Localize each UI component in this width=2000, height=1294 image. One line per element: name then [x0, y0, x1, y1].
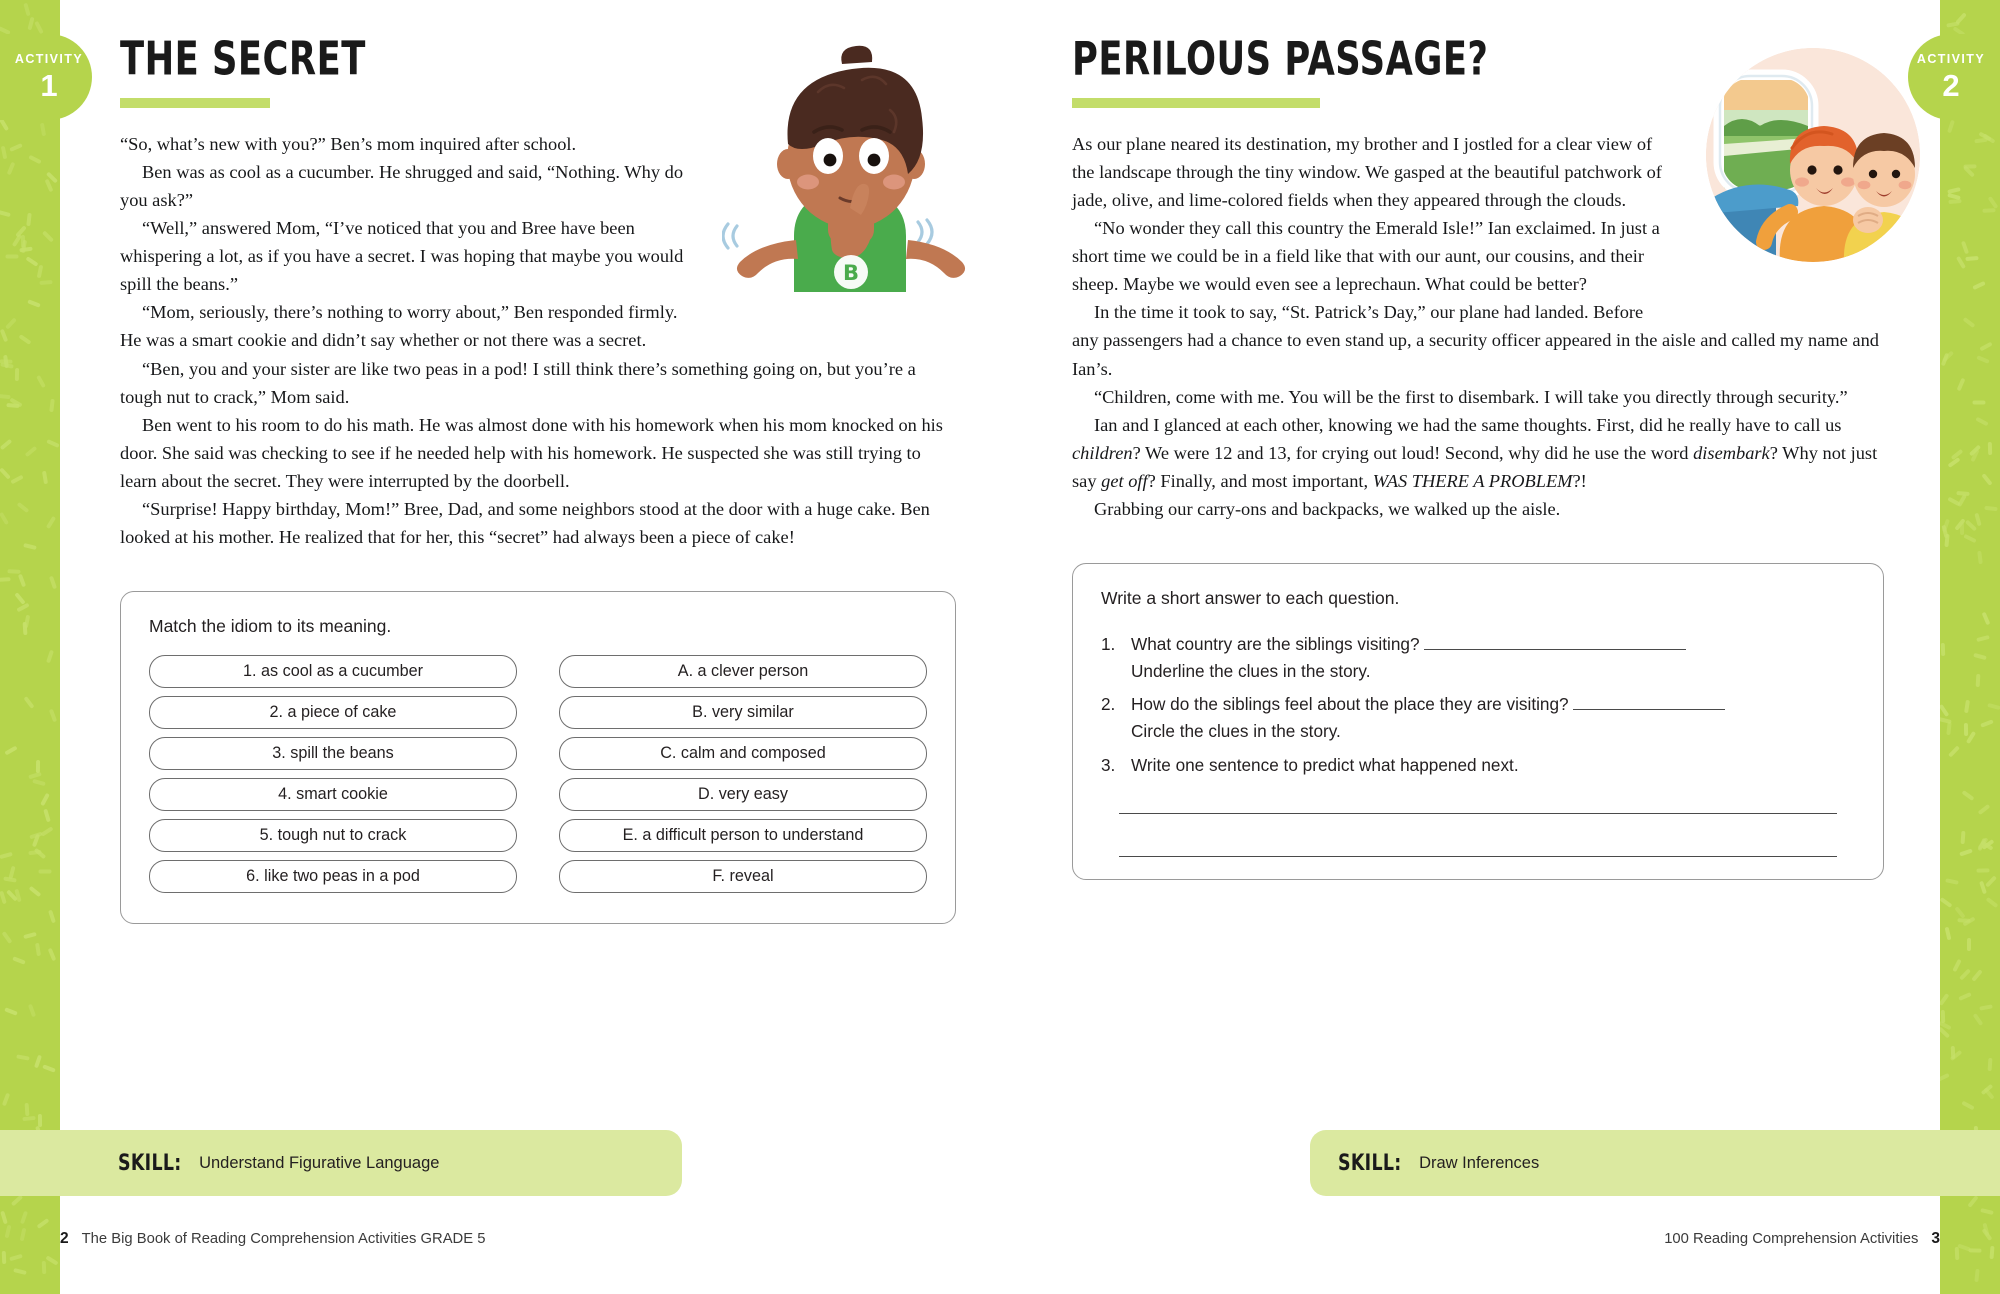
band-speckle — [24, 3, 31, 17]
band-speckle — [1977, 356, 1991, 365]
answer-write-line[interactable] — [1119, 856, 1837, 857]
band-speckle — [1974, 137, 1987, 143]
band-speckle — [48, 948, 57, 962]
band-speckle — [38, 1114, 42, 1127]
answer-blank[interactable] — [1573, 709, 1725, 710]
left-page — [60, 0, 1000, 1294]
band-speckle — [5, 746, 18, 756]
question-list — [1101, 631, 1855, 779]
band-speckle — [1960, 522, 1964, 535]
activity-badge-2-word: ACTIVITY — [1916, 51, 1986, 66]
right-footer-text: 100 Reading Comprehension Activities — [1664, 1231, 1919, 1247]
band-speckle — [41, 1261, 46, 1274]
band-speckle — [1955, 1247, 1960, 1260]
band-speckle — [29, 886, 42, 897]
band-speckle — [0, 328, 8, 342]
band-speckle — [36, 760, 40, 773]
band-speckle — [1963, 533, 1976, 542]
band-speckle — [1971, 970, 1982, 983]
question-number: 3. — [1101, 754, 1116, 775]
band-speckle — [17, 1054, 31, 1060]
right-skill-bar — [1310, 1130, 2000, 1196]
band-speckle — [28, 1004, 36, 1018]
band-speckle — [1973, 1013, 1984, 1026]
band-speckle — [1985, 875, 1997, 887]
idiom-column — [149, 655, 517, 893]
band-speckle — [28, 300, 42, 309]
band-speckle — [1967, 938, 1971, 951]
band-speckle — [28, 771, 42, 779]
question-number: 1. — [1101, 633, 1116, 654]
right-story-paragraph: In the time it took to say, “St. Patrick’s Day,” our plane had landed. Before any passengers had a chance to even stand up, a security officer appeared in the aisle and called my name and Ian’s. — [1072, 302, 1879, 379]
band-speckle — [1940, 897, 1952, 908]
question-subtext: Underline the clues in the story. — [1131, 661, 1371, 682]
band-speckle — [46, 1255, 59, 1265]
band-speckle — [1940, 704, 1949, 717]
band-speckle — [49, 575, 57, 589]
left-story-paragraph: “Well,” answered Mom, “I’ve noticed that you and Bree have been whispering a lot, as if you have a secret. I was hoping that maybe you would spill the beans.” — [120, 218, 684, 295]
idiom-item[interactable]: 4. smart cookie — [149, 778, 517, 811]
band-speckle — [1940, 1073, 1950, 1082]
band-speckle — [40, 123, 46, 136]
band-speckle — [9, 1254, 23, 1261]
band-speckle — [34, 1054, 42, 1068]
band-speckle — [1976, 674, 1981, 687]
band-speckle — [1974, 513, 1981, 527]
right-story-paragraph: “Children, come with me. You will be the first to disembark. I will take you directly through security.” — [1094, 386, 1848, 407]
right-decorative-band — [1940, 0, 2000, 1294]
idiom-item[interactable]: 1. as cool as a cucumber — [149, 655, 517, 688]
band-speckle — [35, 943, 41, 956]
band-speckle — [39, 280, 52, 285]
band-speckle — [1981, 473, 1992, 486]
band-speckle — [1961, 831, 1966, 844]
band-speckle — [32, 779, 46, 786]
question-text: Write one sentence to predict what happened next. — [1131, 754, 1519, 775]
question-body — [1131, 631, 1855, 685]
right-story-paragraph: As our plane neared its destination, my brother and I jostled for a clear view of the landscape through the tiny window. We gasped at the beautiful patchwork of jade, olive, and lime-colored fields when they appeared through the clouds. — [1072, 134, 1662, 211]
idiom-matching-exercise — [120, 591, 956, 924]
band-speckle — [1964, 700, 1970, 713]
band-speckle — [1945, 927, 1952, 941]
band-speckle — [37, 1218, 50, 1229]
meaning-column — [559, 655, 927, 893]
band-speckle — [24, 696, 35, 709]
band-speckle — [28, 154, 41, 163]
meaning-item[interactable]: C. calm and composed — [559, 737, 927, 770]
band-speckle — [43, 808, 51, 822]
band-speckle — [1972, 281, 1985, 290]
band-speckle — [1984, 506, 1997, 511]
band-speckle — [1981, 1208, 1995, 1215]
left-story-paragraph: Ben went to his room to do his math. He was almost done with his homework when his mom knocked on his door. She said was checking to see if he needed help with his homework. He suspected she was still trying to learn about the secret. They were interrupted by the doorbell. — [120, 414, 943, 491]
band-speckle — [1941, 643, 1945, 656]
band-speckle — [1968, 1195, 1979, 1208]
meaning-item[interactable]: D. very easy — [559, 778, 927, 811]
band-speckle — [42, 231, 54, 243]
band-speckle — [37, 264, 44, 278]
band-speckle — [7, 569, 20, 574]
band-speckle — [36, 375, 46, 388]
band-speckle — [2, 931, 13, 944]
band-speckle — [1987, 196, 1998, 209]
band-speckle — [1982, 208, 1995, 213]
band-speckle — [1977, 868, 1990, 872]
right-skill-label: SKILL: — [1338, 1150, 1402, 1176]
band-speckle — [1974, 653, 1988, 660]
band-speckle — [42, 471, 48, 484]
question-subtext: Circle the clues in the story. — [1131, 721, 1341, 742]
question-text: How do the siblings feel about the place they are visiting? — [1131, 694, 1569, 715]
left-story-paragraph: “Mom, seriously, there’s nothing to worry about,” Ben responded firmly. He was a smart cookie and didn’t say whether or not there was a secret. — [120, 302, 678, 351]
band-speckle — [0, 467, 11, 479]
band-speckle — [1959, 848, 1973, 856]
right-footer — [1664, 1230, 1940, 1248]
question-body — [1131, 752, 1855, 779]
band-speckle — [20, 247, 33, 253]
left-skill-text: Understand Figurative Language — [199, 1153, 440, 1172]
band-speckle — [1957, 378, 1966, 392]
left-story-paragraph: “Surprise! Happy birthday, Mom!” Bree, Dad, and some neighbors stood at the door with a huge cake. Ben looked at his mother. He realized that for her, this “secret” had always been a piece of cake! — [120, 498, 930, 547]
band-speckle — [25, 256, 38, 267]
band-speckle — [1976, 417, 1989, 427]
question-item — [1101, 631, 1855, 685]
left-title-underline — [120, 98, 270, 108]
right-title-underline — [1072, 98, 1320, 108]
activity-badge-2 — [1908, 34, 2000, 120]
band-speckle — [26, 213, 31, 226]
idiom-exercise-prompt: Match the idiom to its meaning. — [149, 615, 392, 636]
right-page — [1000, 0, 1940, 1294]
band-speckle — [20, 1228, 27, 1242]
band-speckle — [1976, 635, 1990, 642]
band-speckle — [1986, 897, 1999, 908]
band-speckle — [15, 368, 19, 381]
band-speckle — [1946, 721, 1951, 734]
right-story-paragraph: “No wonder they call this country the Emerald Isle!” Ian exclaimed. In just a short time we could be in a field like that with our aunt, our cousins, and their sheep. Maybe we would even see a leprechaun. What could be better? — [1072, 218, 1660, 295]
short-answer-prompt: Write a short answer to each question. — [1101, 587, 1400, 608]
band-speckle — [48, 909, 56, 923]
band-speckle — [1948, 745, 1960, 757]
band-speckle — [1, 1251, 6, 1264]
band-speckle — [39, 870, 52, 874]
band-speckle — [5, 1008, 19, 1016]
left-story-paragraph: “So, what’s new with you?” Ben’s mom inquired after school. — [120, 134, 577, 154]
two-page-spread — [60, 0, 1940, 1294]
band-speckle — [18, 574, 26, 588]
band-speckle — [18, 335, 31, 346]
band-speckle — [20, 1211, 28, 1225]
svg-text:B: B — [842, 261, 860, 285]
band-speckle — [1980, 719, 1994, 727]
band-speckle — [1988, 442, 1992, 455]
idiom-item[interactable]: 3. spill the beans — [149, 737, 517, 770]
band-speckle — [0, 890, 6, 904]
band-speckle — [11, 1195, 23, 1207]
band-speckle — [7, 161, 16, 175]
band-speckle — [1972, 401, 1985, 405]
band-speckle — [1940, 993, 1949, 1006]
meaning-item[interactable]: B. very similar — [559, 696, 927, 729]
band-speckle — [1982, 1223, 1989, 1237]
activity-badge-1-number: 1 — [40, 68, 58, 104]
band-speckle — [0, 512, 9, 525]
band-speckle — [1955, 906, 1966, 919]
band-speckle — [1977, 550, 1983, 563]
question-item — [1101, 691, 1855, 745]
band-speckle — [1959, 969, 1971, 981]
band-speckle — [1961, 241, 1969, 255]
band-speckle — [1940, 1010, 1945, 1023]
band-speckle — [1948, 457, 1961, 468]
band-speckle — [1959, 993, 1973, 1002]
band-speckle — [5, 317, 17, 329]
right-skill-text: Draw Inferences — [1419, 1153, 1540, 1172]
band-speckle — [23, 932, 37, 939]
band-speckle — [1947, 120, 1955, 134]
band-speckle — [1965, 256, 1978, 261]
question-item — [1101, 752, 1855, 779]
band-speckle — [7, 402, 20, 407]
band-speckle — [1977, 804, 1990, 815]
left-page-number: 2 — [60, 1230, 69, 1247]
idiom-item[interactable]: 2. a piece of cake — [149, 696, 517, 729]
short-answer-exercise — [1072, 563, 1884, 880]
left-story-paragraph: Ben was as cool as a cucumber. He shrugged and said, “Nothing. Why do you ask?” — [120, 162, 684, 211]
band-speckle — [46, 516, 56, 529]
left-footer-text: The Big Book of Reading Comprehension Activities GRADE 5 — [81, 1231, 486, 1247]
band-speckle — [46, 650, 54, 664]
band-speckle — [1963, 317, 1976, 328]
band-speckle — [24, 446, 37, 457]
siblings-airplane-window-illustration — [1706, 48, 1920, 262]
band-speckle — [49, 399, 54, 412]
left-story-paragraph: “Ben, you and your sister are like two peas in a pod! I still think there’s something going on, but you’re a tough nut to crack,” Mom said. — [120, 358, 916, 407]
band-speckle — [13, 956, 27, 965]
band-speckle — [46, 439, 60, 448]
band-speckle — [1961, 1101, 1974, 1111]
meaning-item[interactable]: A. a clever person — [559, 655, 927, 688]
band-speckle — [1980, 342, 1993, 352]
right-story-paragraph: Ian and I glanced at each other, knowing we had the same thoughts. First, did he really have to call us children? We were 12 and 13, for crying out loud! Second, why did he use the word disembark? Why not just say get off? Finally, and most important, WAS THERE A PROBLEM?! — [1072, 414, 1878, 491]
band-speckle — [1975, 1269, 1980, 1282]
right-page-number: 3 — [1931, 1230, 1940, 1247]
left-skill-bar — [0, 1130, 682, 1196]
band-speckle — [43, 1064, 57, 1072]
band-speckle — [34, 21, 44, 34]
question-number: 2. — [1101, 694, 1116, 715]
band-speckle — [1942, 519, 1950, 533]
band-speckle — [16, 502, 29, 513]
band-speckle — [1945, 878, 1959, 885]
band-speckle — [1958, 1244, 1972, 1252]
band-speckle — [0, 394, 11, 399]
band-speckle — [11, 475, 24, 485]
answer-blank[interactable] — [1424, 649, 1686, 650]
band-speckle — [1979, 1004, 1993, 1010]
left-decorative-band — [0, 0, 60, 1294]
band-speckle — [25, 1102, 30, 1115]
left-skill-label: SKILL: — [118, 1150, 182, 1176]
activity-badge-1-word: ACTIVITY — [14, 51, 84, 66]
answer-write-line[interactable] — [1119, 813, 1837, 814]
band-speckle — [1945, 534, 1950, 547]
band-speckle — [17, 603, 30, 613]
right-story-paragraph: Grabbing our carry-ons and backpacks, we walked up the aisle. — [1094, 498, 1561, 519]
band-speckle — [2, 1093, 10, 1107]
activity-badge-2-number: 2 — [1942, 68, 1960, 104]
band-speckle — [0, 577, 11, 582]
meaning-item[interactable]: F. reveal — [559, 860, 927, 893]
right-page-title: PERILOUS PASSAGE? — [1072, 31, 1489, 86]
band-speckle — [49, 709, 57, 723]
band-speckle — [23, 543, 37, 550]
band-speckle — [1947, 192, 1961, 199]
band-speckle — [1, 145, 8, 159]
band-speckle — [1952, 959, 1961, 972]
band-speckle — [1941, 353, 1949, 367]
band-speckle — [1961, 790, 1974, 801]
band-speckle — [0, 851, 13, 858]
band-speckle — [1964, 723, 1968, 736]
band-speckle — [0, 1211, 8, 1225]
band-speckle — [1981, 612, 1990, 626]
question-body — [1131, 691, 1855, 745]
idiom-item[interactable]: 5. tough nut to crack — [149, 819, 517, 852]
left-page-title: THE SECRET — [120, 31, 366, 86]
idiom-item[interactable]: 6. like two peas in a pod — [149, 860, 517, 893]
idiom-match-grid — [149, 655, 927, 893]
band-speckle — [0, 210, 11, 217]
band-speckle — [5, 1224, 12, 1238]
band-speckle — [1989, 1246, 1994, 1259]
band-speckle — [22, 1116, 35, 1121]
band-speckle — [1988, 1058, 1993, 1071]
band-speckle — [0, 439, 12, 450]
question-text: What country are the siblings visiting? — [1131, 633, 1420, 654]
band-speckle — [9, 143, 23, 152]
activity-badge-1 — [0, 34, 92, 120]
band-speckle — [6, 254, 19, 258]
band-speckle — [13, 1268, 27, 1275]
left-footer — [60, 1230, 485, 1248]
band-speckle — [1963, 164, 1976, 168]
meaning-item[interactable]: E. a difficult person to understand — [559, 819, 927, 852]
boy-shushing-illustration — [722, 40, 984, 292]
band-speckle — [1957, 494, 1967, 507]
band-speckle — [41, 793, 51, 806]
band-speckle — [1987, 703, 2000, 710]
